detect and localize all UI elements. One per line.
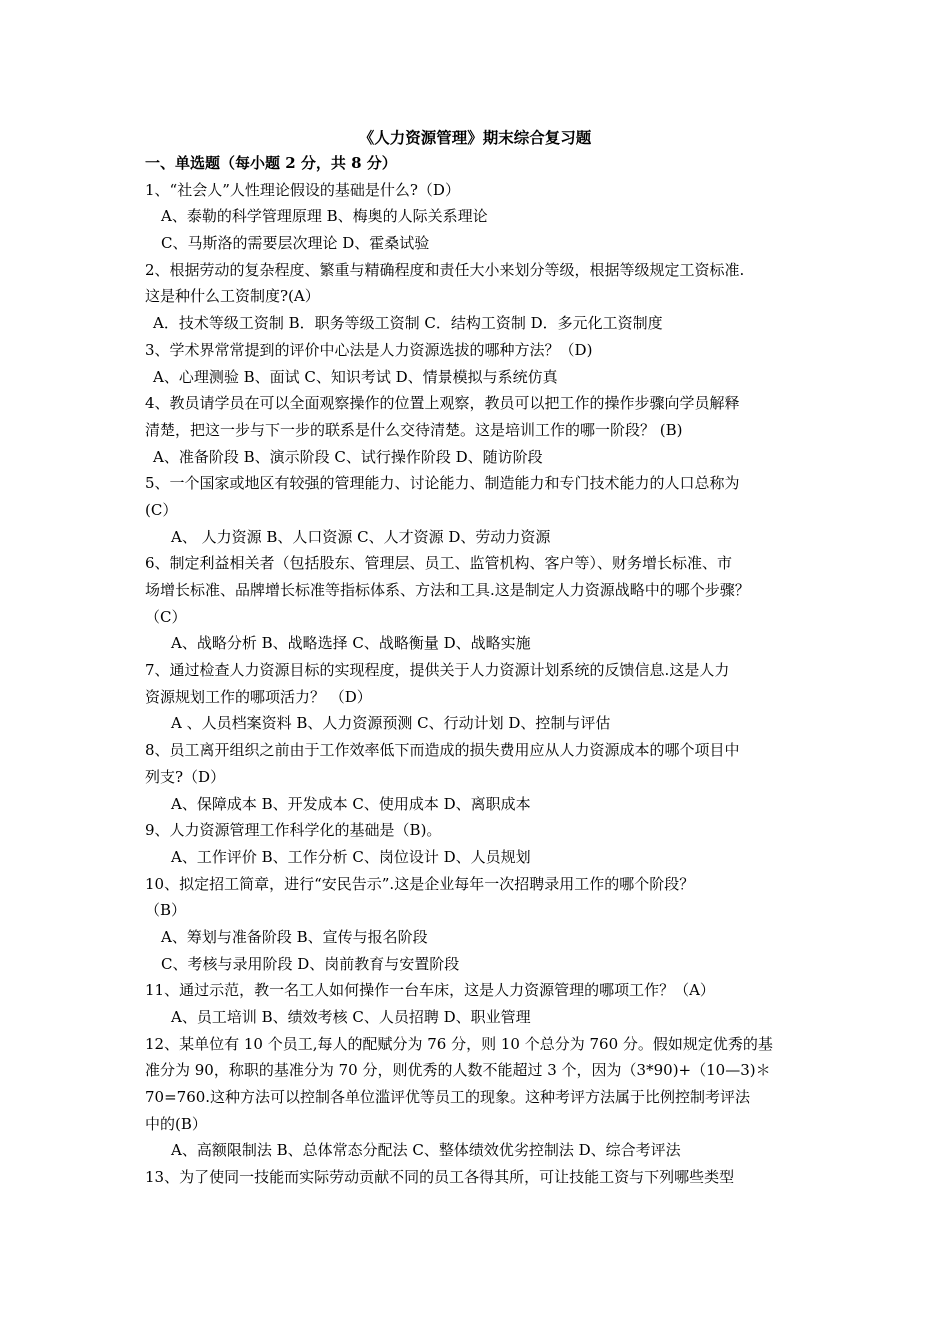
question-9: 9、人力资源管理工作科学化的基础是（B)。 (145, 821, 442, 840)
question-1: 1、“社会人”人性理论假设的基础是什么?（D） (145, 180, 460, 199)
question-5-line-1: 5、一个国家或地区有较强的管理能力、讨论能力、制造能力和专门技术能力的人口总称为 (145, 474, 740, 493)
question-11-options: A、员工培训 B、绩效考核 C、人员招聘 D、职业管理 (171, 1008, 531, 1026)
question-10-line-1: 10、拟定招工简章，进行“安民告示”.这是企业每年一次招聘录用工作的哪个阶段？ (145, 874, 695, 893)
question-4-line-1: 4、教员请学员在可以全面观察操作的位置上观察，教员可以把工作的操作步骤向学员解释 (145, 394, 740, 413)
question-12-options: A、高额限制法 B、总体常态分配法 C、整体绩效优劣控制法 D、综合考评法 (171, 1141, 681, 1160)
question-4-options: A、准备阶段 B、演示阶段 C、试行操作阶段 D、随访阶段 (153, 447, 543, 466)
question-5-options: A、 人力资源 B、人口资源 C、人才资源 D、劳动力资源 (171, 527, 551, 546)
question-5-line-2: (C） (145, 500, 178, 519)
document-content (145, 150, 813, 1191)
question-2-options: A．技术等级工资制 B．职务等级工资制 C．结构工资制 D．多元化工资制度 (153, 314, 663, 333)
question-6-line-1: 6、制定利益相关者（包括股东、管理层、员工、监管机构、客户等）、财务增长标准、市 (145, 554, 733, 573)
question-6-line-2: 场增长标准、品牌增长标准等指标体系、方法和工具.这是制定人力资源战略中的哪个步骤？ (145, 581, 750, 599)
question-10-options-a-b: A、筹划与准备阶段 B、宣传与报名阶段 (161, 927, 428, 946)
question-2-line-1: 2、根据劳动的复杂程度、繁重与精确程度和责任大小来划分等级，根据等级规定工资标准. (145, 260, 745, 279)
question-3-options: A、心理测验 B、面试 C、知识考试 D、情景模拟与系统仿真 (153, 367, 558, 386)
question-8-line-1: 8、员工离开组织之前由于工作效率低下而造成的损失费用应从人力资源成本的哪个项目中 (145, 741, 740, 760)
question-11: 11、通过示范，教一名工人如何操作一台车床，这是人力资源管理的哪项工作？（A） (145, 981, 715, 1000)
question-1-options-a-b: A、泰勒的科学管理原理 B、梅奥的人际关系理论 (161, 207, 488, 226)
question-7-line-2: 资源规划工作的哪项活力？ （D） (145, 687, 372, 706)
question-1-options-c-d: C、马斯洛的需要层次理论 D、霍桑试验 (161, 234, 430, 253)
question-10-line-2: （B） (145, 901, 187, 920)
document-title: 《人力资源管理》期末综合复习题 (358, 128, 592, 147)
section-title: 一、单选题（每小题 2 分，共 8 分） (145, 154, 397, 172)
question-2-line-2: 这是种什么工资制度?(A） (145, 287, 320, 306)
question-8-options: A、保障成本 B、开发成本 C、使用成本 D、离职成本 (171, 794, 531, 813)
question-8-line-2: 列支?（D） (145, 767, 226, 786)
question-6-line-3: （C） (145, 607, 187, 626)
question-4-line-2: 清楚，把这一步与下一步的联系是什么交待清楚。这是培训工作的哪一阶段？ (B) (145, 420, 683, 439)
question-9-options: A、工作评价 B、工作分析 C、岗位设计 D、人员规划 (171, 847, 531, 866)
question-12-line-4: 中的(B） (145, 1114, 207, 1133)
question-10-options-c-d: C、考核与录用阶段 D、岗前教育与安置阶段 (161, 954, 460, 973)
question-12-line-1: 12、某单位有 10 个员工,每人的配赋分为 76 分，则 10 个总分为 760 分。假如规定优秀的基 (145, 1034, 773, 1053)
question-7-options: A 、人员档案资料 B、人力资源预测 C、行动计划 D、控制与评估 (171, 714, 611, 733)
question-12-line-3: 70=760.这种方法可以控制各单位滥评优等员工的现象。这种考评方法属于比例控制考评法 (145, 1088, 751, 1107)
question-3: 3、学术界常常提到的评价中心法是人力资源选拔的哪种方法？（D) (145, 340, 593, 359)
question-7-line-1: 7、通过检查人力资源目标的实现程度，提供关于人力资源计划系统的反馈信息.这是人力 (145, 661, 730, 680)
question-13-line-1: 13、为了使同一技能而实际劳动贡献不同的员工各得其所，可让技能工资与下列哪些类型 (145, 1168, 735, 1187)
question-12-line-2: 准分为 90，称职的基准分为 70 分，则优秀的人数不能超过 3 个，因为（3*90)+（10—3)＊ (145, 1061, 771, 1080)
question-6-options: A、战略分析 B、战略选择 C、战略衡量 D、战略实施 (171, 634, 531, 653)
